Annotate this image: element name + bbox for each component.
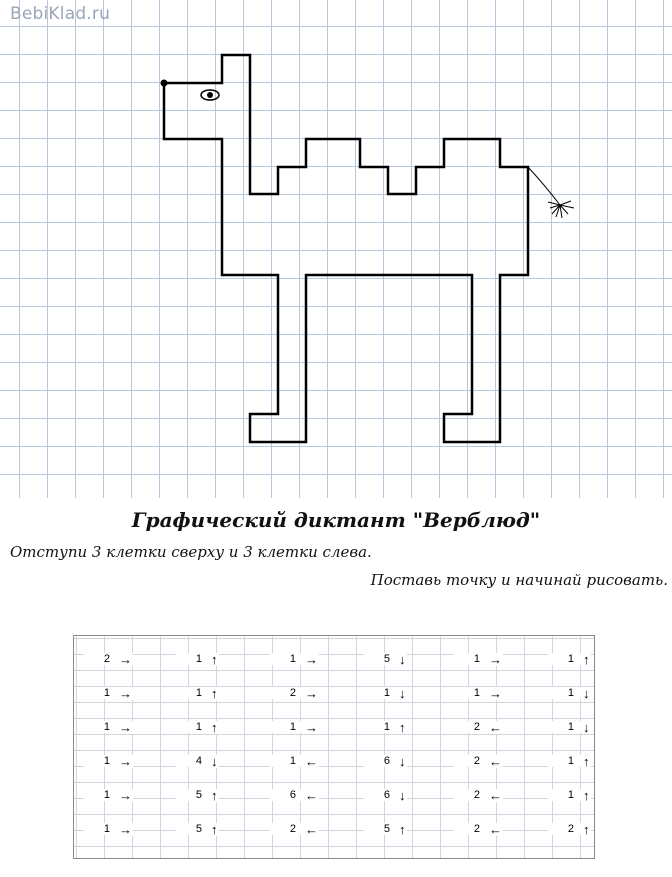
step-count: 5 <box>176 789 210 801</box>
step-count: 2 <box>454 721 488 733</box>
arrow-left-icon: ← <box>305 821 318 837</box>
step-count: 1 <box>454 653 488 665</box>
arrow-down-icon: ↓ <box>399 753 406 769</box>
dictation-step <box>364 819 436 839</box>
step-count: 1 <box>84 721 118 733</box>
step-count: 6 <box>364 789 398 801</box>
dictation-step <box>270 717 342 737</box>
arrow-right-icon: → <box>305 651 318 667</box>
arrow-up-icon: ↑ <box>583 753 590 769</box>
arrow-right-icon: → <box>119 787 132 803</box>
dictation-step <box>364 785 436 805</box>
step-count: 1 <box>454 687 488 699</box>
arrow-left-icon: ← <box>305 753 318 769</box>
dictation-step <box>270 649 342 669</box>
arrow-down-icon: ↓ <box>211 753 218 769</box>
arrow-left-icon: ← <box>489 821 502 837</box>
step-count: 1 <box>548 755 582 767</box>
step-count: 2 <box>270 823 304 835</box>
arrow-down-icon: ↓ <box>399 685 406 701</box>
arrow-right-icon: → <box>119 821 132 837</box>
step-count: 1 <box>364 687 398 699</box>
arrow-up-icon: ↑ <box>399 719 406 735</box>
watermark: BebiKlad.ru <box>10 4 111 24</box>
eye-icon <box>201 90 219 100</box>
dictation-step <box>364 649 436 669</box>
step-count: 1 <box>548 687 582 699</box>
step-count: 1 <box>270 721 304 733</box>
step-count: 1 <box>270 653 304 665</box>
arrow-up-icon: ↑ <box>583 651 590 667</box>
dictation-step <box>84 785 156 805</box>
arrow-up-icon: ↑ <box>399 821 406 837</box>
step-count: 1 <box>548 653 582 665</box>
step-count: 1 <box>84 789 118 801</box>
dictation-step <box>176 751 248 771</box>
dictation-step <box>548 649 620 669</box>
dictation-step <box>454 785 526 805</box>
arrow-left-icon: ← <box>489 719 502 735</box>
step-count: 6 <box>364 755 398 767</box>
dictation-step <box>364 683 436 703</box>
dictation-step <box>270 819 342 839</box>
arrow-up-icon: ↑ <box>211 719 218 735</box>
arrow-down-icon: ↓ <box>399 787 406 803</box>
dictation-step <box>84 717 156 737</box>
step-count: 1 <box>548 789 582 801</box>
dictation-step <box>176 785 248 805</box>
step-count: 1 <box>176 721 210 733</box>
step-count: 1 <box>84 755 118 767</box>
camel-outline <box>164 55 528 442</box>
arrow-up-icon: ↑ <box>211 651 218 667</box>
arrow-right-icon: → <box>489 685 502 701</box>
arrow-down-icon: ↓ <box>583 685 590 701</box>
dictation-step <box>176 717 248 737</box>
arrow-up-icon: ↑ <box>583 787 590 803</box>
step-count: 2 <box>548 823 582 835</box>
step-count: 1 <box>84 823 118 835</box>
arrow-down-icon: ↓ <box>583 719 590 735</box>
dictation-step <box>548 751 620 771</box>
dictation-table <box>73 635 595 859</box>
instruction-draw: Поставь точку и начинай рисовать. <box>370 571 668 589</box>
arrow-right-icon: → <box>119 719 132 735</box>
arrow-up-icon: ↑ <box>211 821 218 837</box>
arrow-right-icon: → <box>305 719 318 735</box>
dictation-step <box>176 683 248 703</box>
step-count: 1 <box>548 721 582 733</box>
instruction-start: Отступи 3 клетки сверху и 3 клетки слева. <box>10 543 372 561</box>
step-count: 2 <box>454 823 488 835</box>
arrow-right-icon: → <box>119 651 132 667</box>
arrow-right-icon: → <box>489 651 502 667</box>
step-count: 5 <box>364 823 398 835</box>
dictation-step <box>84 649 156 669</box>
dictation-step <box>454 751 526 771</box>
step-count: 5 <box>176 823 210 835</box>
arrow-up-icon: ↑ <box>583 821 590 837</box>
page-title: Графический диктант "Верблюд" <box>131 508 541 532</box>
dictation-step <box>548 819 620 839</box>
dictation-step <box>84 819 156 839</box>
dictation-step <box>548 717 620 737</box>
step-count: 1 <box>176 653 210 665</box>
arrow-left-icon: ← <box>489 753 502 769</box>
step-count: 2 <box>84 653 118 665</box>
dictation-step <box>454 649 526 669</box>
step-count: 4 <box>176 755 210 767</box>
arrow-left-icon: ← <box>305 787 318 803</box>
step-count: 2 <box>454 789 488 801</box>
step-count: 1 <box>84 687 118 699</box>
dictation-step <box>176 819 248 839</box>
dictation-step <box>364 751 436 771</box>
dictation-step <box>84 683 156 703</box>
arrow-down-icon: ↓ <box>399 651 406 667</box>
dictation-step <box>270 751 342 771</box>
dictation-step <box>270 785 342 805</box>
arrow-right-icon: → <box>305 685 318 701</box>
arrow-left-icon: ← <box>489 787 502 803</box>
step-count: 6 <box>270 789 304 801</box>
arrow-up-icon: ↑ <box>211 685 218 701</box>
dictation-step <box>454 683 526 703</box>
arrow-right-icon: → <box>119 753 132 769</box>
dictation-step <box>454 717 526 737</box>
step-count: 1 <box>270 755 304 767</box>
dictation-step <box>454 819 526 839</box>
step-count: 1 <box>176 687 210 699</box>
step-count: 2 <box>454 755 488 767</box>
step-count: 2 <box>270 687 304 699</box>
dictation-step <box>548 785 620 805</box>
arrow-right-icon: → <box>119 685 132 701</box>
dictation-step <box>270 683 342 703</box>
dictation-step <box>176 649 248 669</box>
dictation-step <box>548 683 620 703</box>
dictation-step <box>364 717 436 737</box>
step-count: 5 <box>364 653 398 665</box>
step-count: 1 <box>364 721 398 733</box>
dictation-step <box>84 751 156 771</box>
start-dot <box>161 80 168 87</box>
arrow-up-icon: ↑ <box>211 787 218 803</box>
tail-icon <box>528 167 574 218</box>
